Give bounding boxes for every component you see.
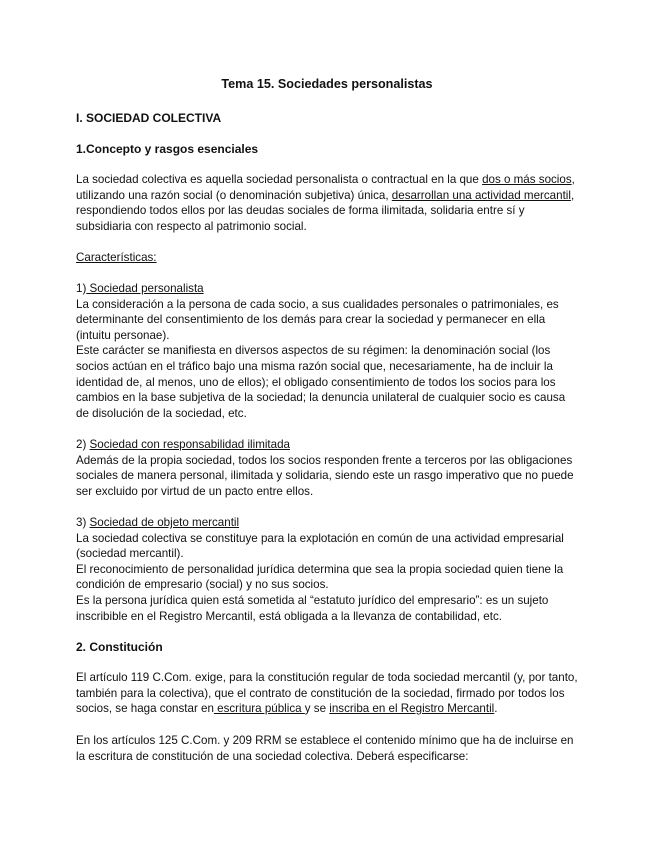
char3-paragraph-2: El reconocimiento de personalidad jurídica determina que sea la propia sociedad quien tiene la condición de empresario (social) y no sus socios. <box>76 562 564 592</box>
subsection-heading-constitucion: 2. Constitución <box>76 640 163 654</box>
char1-number: 1) <box>76 282 87 295</box>
constitution-text-1: El artículo 119 C.Com. exige, para la constitución regular de toda sociedad mercantil (y, por tanto, también para la colectiva), que el contrato de constitución de la sociedad, firmado por todos los socios, se haga constar en <box>76 671 578 716</box>
constitution-paragraph <box>76 670 578 717</box>
concept-paragraph <box>76 172 578 234</box>
char3-number: 3) <box>76 516 87 529</box>
characteristics-label-block <box>76 250 578 266</box>
concept-text-3: , respondiendo todos ellos por las deudas sociales de forma ilimitada, solidaria entre sí y subsidiaria con respecto al patrimonio social. <box>76 188 575 233</box>
char1-paragraph-2: Este carácter se manifiesta en diversos aspectos de su régimen: la denominación social (los socios actúan en el tráfico bajo una misma razón social que, necesariamente, ha de incluir la identidad de, al menos, uno de ellos); el obligado consentimiento de todos los socios para los cambios en la base subjetiva de la sociedad; la denuncia unilateral de cualquier socio es causa de disolución de la sociedad, etc. <box>76 344 566 420</box>
characteristic-1 <box>76 281 578 421</box>
articles-paragraph <box>76 733 578 764</box>
concept-text-2: , utilizando una razón social (o denominación subjetiva) única, <box>76 173 575 202</box>
characteristic-3 <box>76 515 578 624</box>
char3-title: Sociedad de objeto mercantil <box>89 516 240 529</box>
char2-paragraph-1: Además de la propia sociedad, todos los socios responden frente a terceros por las obligaciones sociales de manera personal, ilimitada y solidaria, siendo este un rasgo imperativo que no puede ser excluido por virtud de un pacto entre ellos. <box>76 453 574 498</box>
concept-text-1: La sociedad colectiva es aquella sociedad personalista o contractual en la que <box>76 173 483 186</box>
char2-number: 2) <box>76 438 87 451</box>
document-title: Tema 15. Sociedades personalistas <box>221 77 433 91</box>
char3-paragraph-3: Es la persona jurídica quien está sometida al “estatuto jurídico del empresario”: es un sujeto inscribible en el Registro Mercantil, está obligada a la llevanza de contabilidad, etc. <box>76 593 549 623</box>
constitution-underlined-registro: inscriba en el Registro Mercantil <box>329 702 495 716</box>
characteristic-2 <box>76 437 578 499</box>
char2-title: Sociedad con responsabilidad ilimitada <box>89 438 290 451</box>
section-heading-sociedad-colectiva: I. SOCIEDAD COLECTIVA <box>76 111 222 125</box>
concept-underlined-actividad: desarrollan una actividad mercantil <box>391 188 571 202</box>
char1-title: Sociedad personalista <box>86 282 204 295</box>
articles-text: En los artículos 125 C.Com. y 209 RRM se establece el contenido mínimo que ha de incluirse en la escritura de constitución de una sociedad colectiva. Deberá especificarse: <box>76 734 574 763</box>
char3-paragraph-1: La sociedad colectiva se constituye para la explotación en común de una actividad empresarial (sociedad mercantil). <box>76 531 564 561</box>
constitution-text-3: . <box>494 702 498 716</box>
constitution-underlined-escritura: escritura pública <box>213 702 305 716</box>
char1-paragraph-1: La consideración a la persona de cada socio, a sus cualidades personales o patrimoniales, es determinante del consentimiento de los demás para crear la sociedad y permanecer en ella (intuitu personae). <box>76 297 559 342</box>
characteristics-label: Características: <box>76 251 157 264</box>
constitution-text-2: y se <box>304 702 330 716</box>
concept-underlined-dos-socios: dos o más socios <box>482 173 572 186</box>
subsection-heading-concepto: 1.Concepto y rasgos esenciales <box>76 142 259 156</box>
